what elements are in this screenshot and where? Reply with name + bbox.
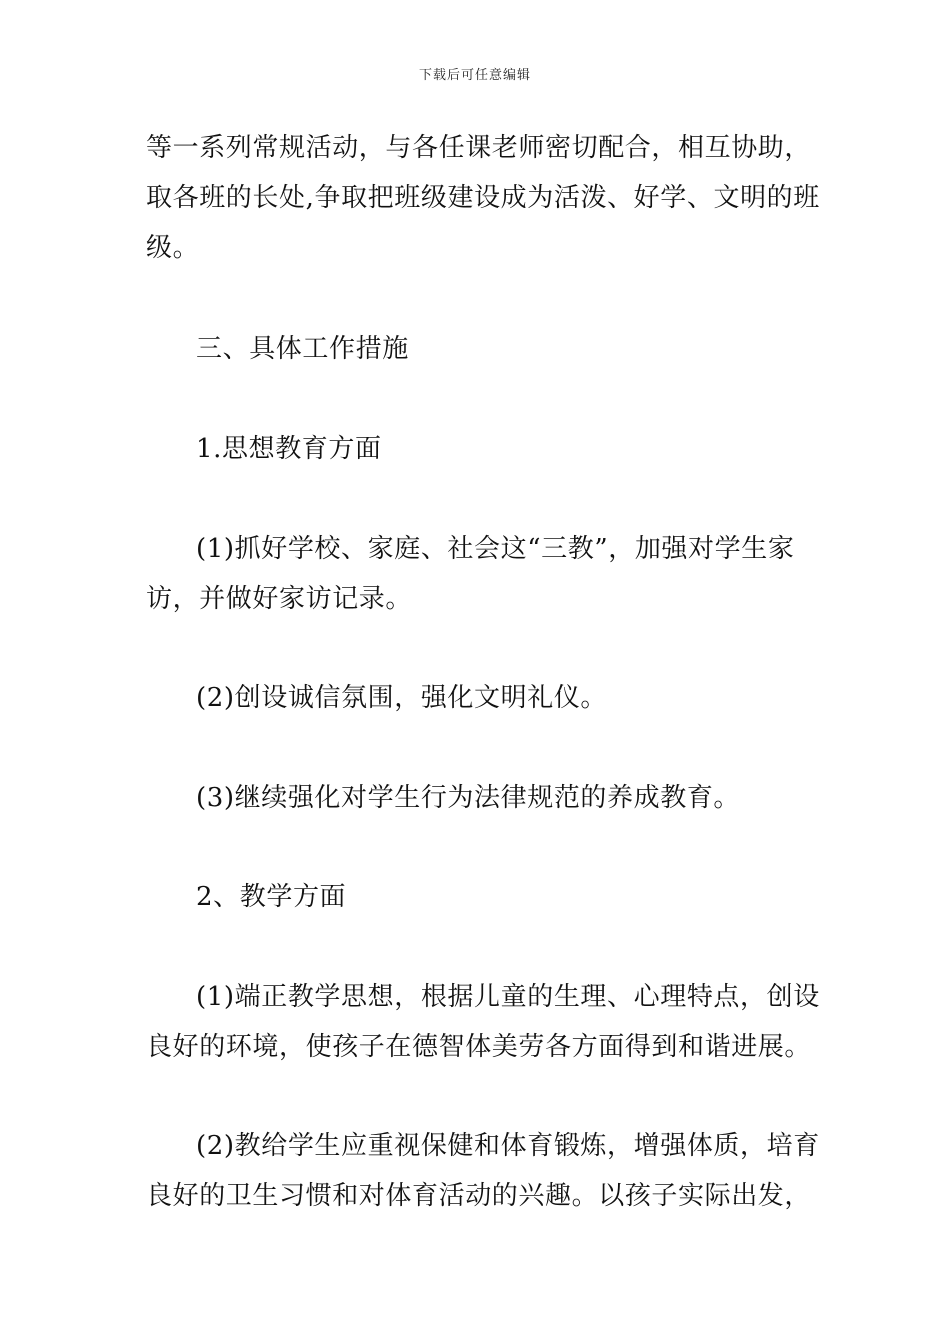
text-line: (1)抓好学校、家庭、社会这“三教”，加强对学生家 (196, 534, 795, 564)
text-line: (2)创设诚信氛围，强化文明礼仪。 (196, 683, 608, 713)
text-line: (1)端正教学思想，根据儿童的生理、心理特点，创设 (196, 982, 820, 1012)
subsection-heading: 2、教学方面 (196, 882, 347, 912)
text-line: (3)继续强化对学生行为法律规范的养成教育。 (196, 783, 741, 813)
subsection-heading: 1.思想教育方面 (196, 434, 382, 464)
text-line: (2)教给学生应重视保健和体育锻炼，增强体质，培育 (196, 1131, 820, 1161)
text-line: 等一系列常规活动，与各任课老师密切配合，相互协助， (146, 133, 812, 163)
text-line: 良好的环境，使孩子在德智体美劳各方面得到和谐进展。 (146, 1032, 812, 1062)
page-header: 下载后可任意编辑 (418, 68, 531, 83)
text-line: 访，并做好家访记录。 (146, 584, 413, 614)
section-heading: 三、具体工作措施 (196, 334, 409, 364)
text-line: 级。 (146, 233, 200, 263)
text-line: 取各班的长处,争取把班级建设成为活泼、好学、文明的班 (146, 183, 820, 213)
text-line: 良好的卫生习惯和对体育活动的兴趣。以孩子实际出发， (146, 1181, 812, 1211)
